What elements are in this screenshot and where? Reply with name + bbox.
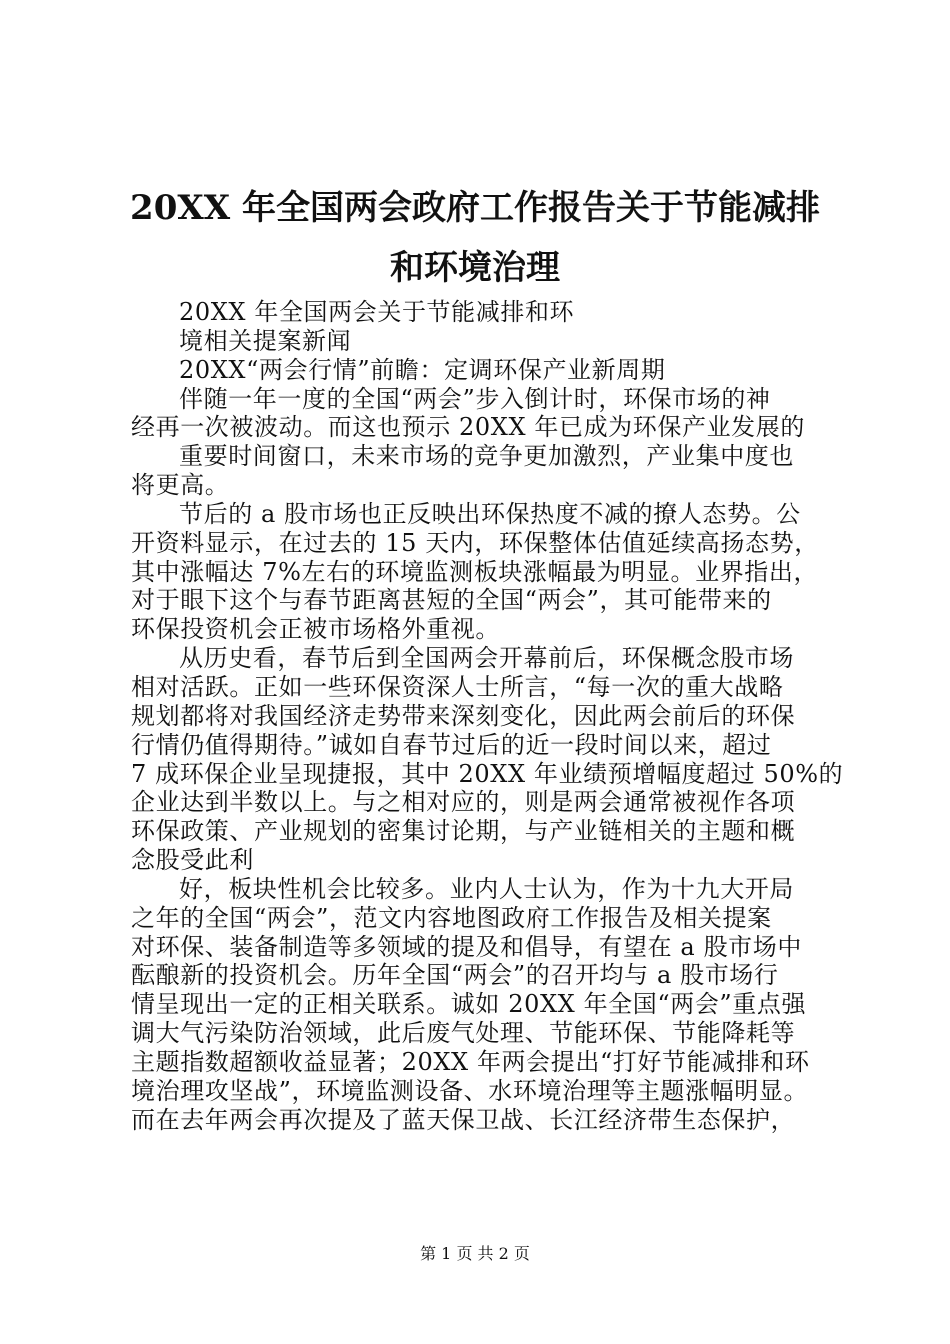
body-text-line: 主题指数超额收益显著；20XX 年两会提出“打好节能减排和环 bbox=[131, 1047, 810, 1076]
body-text-line: 开资料显示，在过去的 15 天内，环保整体估值延续高扬态势， bbox=[131, 528, 819, 557]
body-text-line: 境相关提案新闻 bbox=[179, 326, 352, 355]
body-text-line: 伴随一年一度的全国“两会”步入倒计时，环保市场的神 bbox=[179, 384, 771, 413]
body-text-line: 念股受此利 bbox=[131, 846, 254, 875]
body-text-line: 好，板块性机会比较多。业内人士认为，作为十九大开局 bbox=[179, 874, 794, 903]
body-text-line: 20XX 年全国两会关于节能减排和环 bbox=[179, 298, 575, 326]
body-text-line: 对环保、装备制造等多领域的提及和倡导，有望在 a 股市场中 bbox=[131, 932, 802, 961]
body-text-line: 企业达到半数以上。与之相对应的，则是两会通常被视作各项 bbox=[131, 788, 796, 817]
body-text-line: 将更高。 bbox=[131, 471, 230, 500]
body-text-line: 之年的全国“两会”，范文内容地图政府工作报告及相关提案 bbox=[131, 903, 772, 932]
body-text-line: 重要时间窗口，未来市场的竞争更加激烈，产业集中度也 bbox=[179, 442, 794, 471]
body-text-line: 调大气污染防治领域，此后废气处理、节能环保、节能降耗等 bbox=[131, 1019, 796, 1048]
body-text-line: 行情仍值得期待。”诚如自春节过后的近一段时间以来，超过 bbox=[131, 730, 772, 759]
body-text-line: 从历史看，春节后到全国两会开幕前后，环保概念股市场 bbox=[179, 644, 794, 673]
body-text-line: 经再一次被波动。而这也预示 20XX 年已成为环保产业发展的 bbox=[131, 413, 805, 442]
body-text-line: 规划都将对我国经济走势带来深刻变化，因此两会前后的环保 bbox=[131, 701, 796, 730]
body-text-line: 对于眼下这个与春节距离甚短的全国“两会”，其可能带来的 bbox=[131, 586, 772, 615]
body-text-line: 情呈现出一定的正相关联系。诚如 20XX 年全国“两会”重点强 bbox=[131, 990, 807, 1019]
body-text-line: 境治理攻坚战”，环境监测设备、水环境治理等主题涨幅明显。 bbox=[131, 1076, 809, 1105]
body-text-line: 环保投资机会正被市场格外重视。 bbox=[131, 615, 500, 644]
body-text-line: 而在去年两会再次提及了蓝天保卫战、长江经济带生态保护， bbox=[131, 1105, 796, 1134]
document-title-line-2: 和环境治理 bbox=[390, 248, 560, 288]
document-title-line-1: 20XX 年全国两会政府工作报告关于节能减排 bbox=[130, 188, 820, 228]
page-footer: 第 1 页 共 2 页 bbox=[420, 1244, 530, 1263]
body-text-line: 20XX“两会行情”前瞻：定调环保产业新周期 bbox=[179, 355, 666, 384]
body-text-line: 环保政策、产业规划的密集讨论期，与产业链相关的主题和概 bbox=[131, 817, 796, 846]
body-text-line: 其中涨幅达 7%左右的环境监测板块涨幅最为明显。业界指出， bbox=[131, 557, 819, 586]
body-text-line: 酝酿新的投资机会。历年全国“两会”的召开均与 a 股市场行 bbox=[131, 961, 779, 990]
document-body bbox=[131, 298, 844, 1134]
body-text-line: 节后的 a 股市场也正反映出环保热度不减的撩人态势。公 bbox=[179, 499, 801, 528]
body-text-line: 相对活跃。正如一些环保资深人士所言，“每一次的重大战略 bbox=[131, 672, 784, 701]
body-text-line: 7 成环保企业呈现捷报，其中 20XX 年业绩预增幅度超过 50%的 bbox=[131, 759, 844, 788]
